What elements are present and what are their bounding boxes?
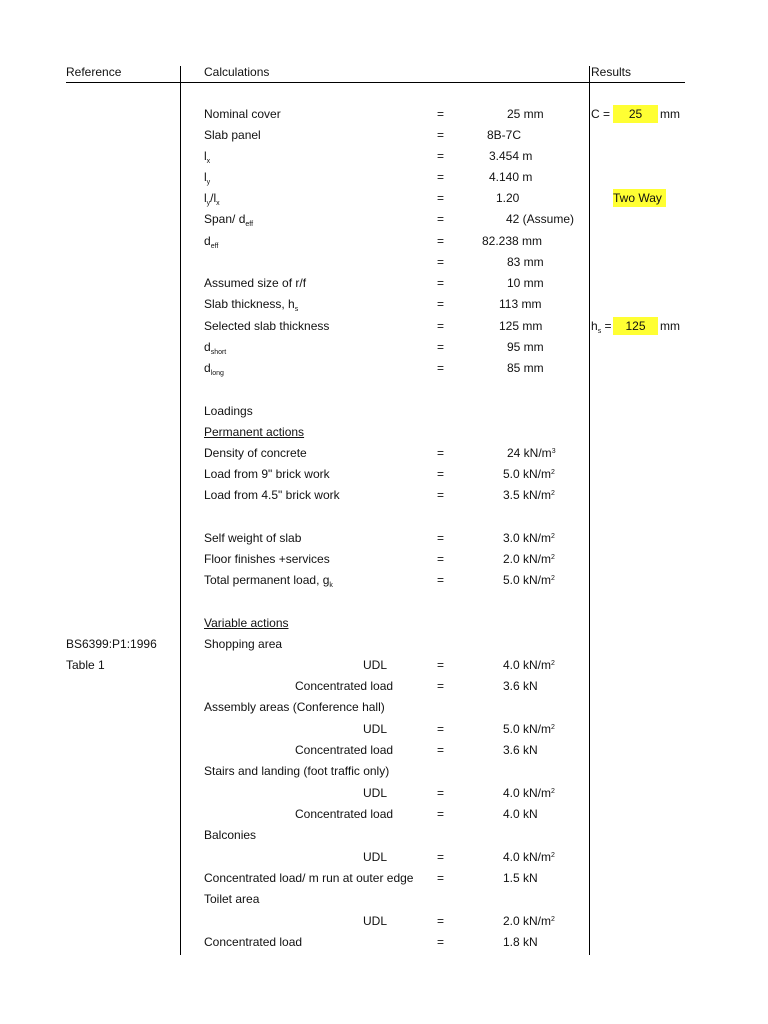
d-short-symbol: d: [204, 340, 211, 354]
slab-panel-label: Slab panel: [204, 128, 261, 142]
equals-sign: =: [437, 679, 445, 693]
stairs-udl-number: 4.0 kN/m: [503, 786, 552, 800]
brick-45-number: 3.5 kN/m: [503, 488, 552, 502]
lx-symbol: l: [204, 149, 207, 163]
equals-sign: =: [437, 722, 445, 736]
nominal-cover-label: Nominal cover: [204, 107, 281, 121]
equals-sign: =: [437, 850, 445, 864]
self-weight-number: 3.0 kN/m: [503, 531, 552, 545]
brick-9-number: 5.0 kN/m: [503, 467, 552, 481]
span-depth-text: Span/ d: [204, 212, 246, 226]
equals-sign: =: [437, 170, 445, 184]
d-long-subscript: long: [210, 370, 224, 377]
assembly-conc-label: Concentrated load: [295, 743, 394, 757]
slab-thickness-subscript: s: [294, 306, 299, 313]
ly-label: [204, 170, 210, 184]
total-permanent-number: 5.0 kN/m: [503, 573, 552, 587]
density-label: Density of concrete: [204, 446, 307, 460]
nominal-cover-value: 25 mm: [507, 107, 544, 121]
floor-finishes-exponent: 2: [551, 554, 555, 561]
balconies-udl-number: 4.0 kN/m: [503, 850, 552, 864]
equals-sign: =: [437, 128, 445, 142]
balconies-conc-value: 1.5 kN: [503, 871, 538, 885]
equals-sign: =: [437, 658, 445, 672]
equals-sign: =: [437, 743, 445, 757]
equals-sign: =: [437, 531, 445, 545]
floor-finishes-number: 2.0 kN/m: [503, 552, 552, 566]
brick-9-label: Load from 9" brick work: [204, 467, 330, 481]
toilet-conc-label: Concentrated load: [204, 935, 303, 949]
ratio-label: [204, 191, 220, 205]
density-exponent: 3: [551, 448, 556, 455]
deff-subscript: eff: [210, 243, 219, 250]
column-divider-left: [180, 66, 181, 955]
hs-result-value: 125: [613, 317, 658, 335]
brick-9-value: [503, 467, 555, 481]
slab-panel-value: 8B-7C: [487, 128, 522, 142]
column-divider-right: [589, 66, 590, 955]
toilet-udl-exponent: 2: [551, 916, 555, 923]
equals-sign: =: [437, 234, 445, 248]
balconies-udl-label: UDL: [363, 850, 388, 864]
deff-rounded-value: 83 mm: [507, 255, 544, 269]
lx-label: [204, 149, 210, 163]
reference-code: BS6399:P1:1996: [66, 637, 157, 651]
cover-result-prefix: C =: [591, 107, 611, 121]
equals-sign: =: [437, 212, 445, 226]
equals-sign: =: [437, 255, 445, 269]
total-permanent-subscript: k: [329, 582, 333, 589]
rf-size-label: Assumed size of r/f: [204, 276, 307, 290]
equals-sign: =: [437, 552, 445, 566]
lx-subscript: x: [206, 158, 211, 165]
density-value: [507, 446, 556, 460]
span-depth-subscript: eff: [245, 221, 254, 228]
equals-sign: =: [437, 107, 445, 121]
d-long-symbol: d: [204, 361, 211, 375]
total-permanent-exponent: 2: [551, 575, 555, 582]
deff-label: [204, 234, 218, 248]
equals-sign: =: [437, 297, 445, 311]
span-depth-label: [204, 212, 253, 226]
selected-thickness-value: 125 mm: [499, 319, 543, 333]
self-weight-label: Self weight of slab: [204, 531, 302, 545]
shopping-conc-value: 3.6 kN: [503, 679, 538, 693]
equals-sign: =: [437, 573, 445, 587]
ratio-ly-subscript: y: [206, 200, 211, 207]
ly-subscript: y: [206, 179, 211, 186]
equals-sign: =: [437, 361, 445, 375]
d-short-label: [204, 340, 226, 354]
d-short-value: 95 mm: [507, 340, 544, 354]
total-permanent-value: [503, 573, 555, 587]
cover-result-value: 25: [613, 105, 658, 123]
balconies-udl-value: [503, 850, 555, 864]
selected-thickness-label: Selected slab thickness: [204, 319, 330, 333]
slab-thickness-text: Slab thickness, h: [204, 297, 295, 311]
shopping-udl-number: 4.0 kN/m: [503, 658, 552, 672]
header-calculations: Calculations: [204, 65, 270, 79]
toilet-heading: Toilet area: [204, 892, 260, 906]
hs-result-subscript: s: [597, 328, 602, 335]
d-short-subscript: short: [210, 349, 227, 356]
slab-thickness-value: 113 mm: [499, 297, 542, 311]
equals-sign: =: [437, 340, 445, 354]
slab-type-result: Two Way: [613, 189, 666, 207]
balconies-heading: Balconies: [204, 828, 257, 842]
hs-result-equals: =: [601, 319, 612, 333]
density-number: 24 kN/m: [507, 446, 552, 460]
equals-sign: =: [437, 914, 445, 928]
shopping-udl-value: [503, 658, 555, 672]
hs-result-symbol: h: [591, 319, 598, 333]
equals-sign: =: [437, 786, 445, 800]
ly-value: 4.140 m: [489, 170, 533, 184]
permanent-actions-heading: Permanent actions: [204, 425, 305, 439]
assembly-udl-label: UDL: [363, 722, 388, 736]
floor-finishes-label: Floor finishes +services: [204, 552, 330, 566]
assembly-udl-number: 5.0 kN/m: [503, 722, 552, 736]
stairs-udl-exponent: 2: [551, 788, 555, 795]
equals-sign: =: [437, 276, 445, 290]
toilet-conc-value: 1.8 kN: [503, 935, 538, 949]
balconies-udl-exponent: 2: [551, 852, 555, 859]
equals-sign: =: [437, 488, 445, 502]
assembly-udl-exponent: 2: [551, 724, 555, 731]
hs-result-label: [591, 319, 612, 333]
shopping-conc-label: Concentrated load: [295, 679, 394, 693]
stairs-conc-value: 4.0 kN: [503, 807, 538, 821]
ratio-value: 1.20: [496, 191, 520, 205]
total-permanent-label: [204, 573, 333, 587]
cover-result-unit: mm: [660, 107, 680, 121]
header-results: Results: [591, 65, 632, 79]
equals-sign: =: [437, 319, 445, 333]
ratio-ly-symbol: l: [204, 191, 207, 205]
stairs-heading: Stairs and landing (foot traffic only): [204, 764, 390, 778]
reference-table: Table 1: [66, 658, 105, 672]
shopping-udl-label: UDL: [363, 658, 388, 672]
loadings-heading: Loadings: [204, 404, 253, 418]
stairs-conc-label: Concentrated load: [295, 807, 394, 821]
floor-finishes-value: [503, 552, 555, 566]
equals-sign: =: [437, 446, 445, 460]
slab-thickness-label: [204, 297, 298, 311]
toilet-udl-label: UDL: [363, 914, 388, 928]
equals-sign: =: [437, 807, 445, 821]
shopping-udl-exponent: 2: [551, 660, 555, 667]
variable-actions-heading: Variable actions: [204, 616, 289, 630]
hs-result-unit: mm: [660, 319, 680, 333]
deff-value: 82.238 mm: [482, 234, 543, 248]
ratio-lx-subscript: x: [216, 200, 220, 207]
toilet-udl-value: [503, 914, 555, 928]
total-permanent-text: Total permanent load, g: [204, 573, 330, 587]
lx-value: 3.454 m: [489, 149, 533, 163]
shopping-heading: Shopping area: [204, 637, 283, 651]
ly-symbol: l: [204, 170, 207, 184]
rf-size-value: 10 mm: [507, 276, 544, 290]
stairs-udl-label: UDL: [363, 786, 388, 800]
equals-sign: =: [437, 467, 445, 481]
d-long-label: [204, 361, 224, 375]
header-divider: [66, 82, 685, 83]
equals-sign: =: [437, 149, 445, 163]
self-weight-value: [503, 531, 555, 545]
self-weight-exponent: 2: [551, 533, 555, 540]
deff-symbol: d: [204, 234, 211, 248]
ratio-lx-symbol: /l: [210, 191, 217, 205]
d-long-value: 85 mm: [507, 361, 544, 375]
span-depth-value: 42 (Assume): [506, 212, 575, 226]
assembly-heading: Assembly areas (Conference hall): [204, 700, 385, 714]
brick-45-exponent: 2: [551, 490, 555, 497]
equals-sign: =: [437, 935, 445, 949]
assembly-conc-value: 3.6 kN: [503, 743, 538, 757]
assembly-udl-value: [503, 722, 555, 736]
brick-45-value: [503, 488, 555, 502]
brick-9-exponent: 2: [551, 469, 555, 476]
header-reference: Reference: [66, 65, 122, 79]
equals-sign: =: [437, 191, 445, 205]
brick-45-label: Load from 4.5" brick work: [204, 488, 340, 502]
balconies-conc-label: Concentrated load/ m run at outer edge: [204, 871, 414, 885]
stairs-udl-value: [503, 786, 555, 800]
toilet-udl-number: 2.0 kN/m: [503, 914, 552, 928]
equals-sign: =: [437, 871, 445, 885]
